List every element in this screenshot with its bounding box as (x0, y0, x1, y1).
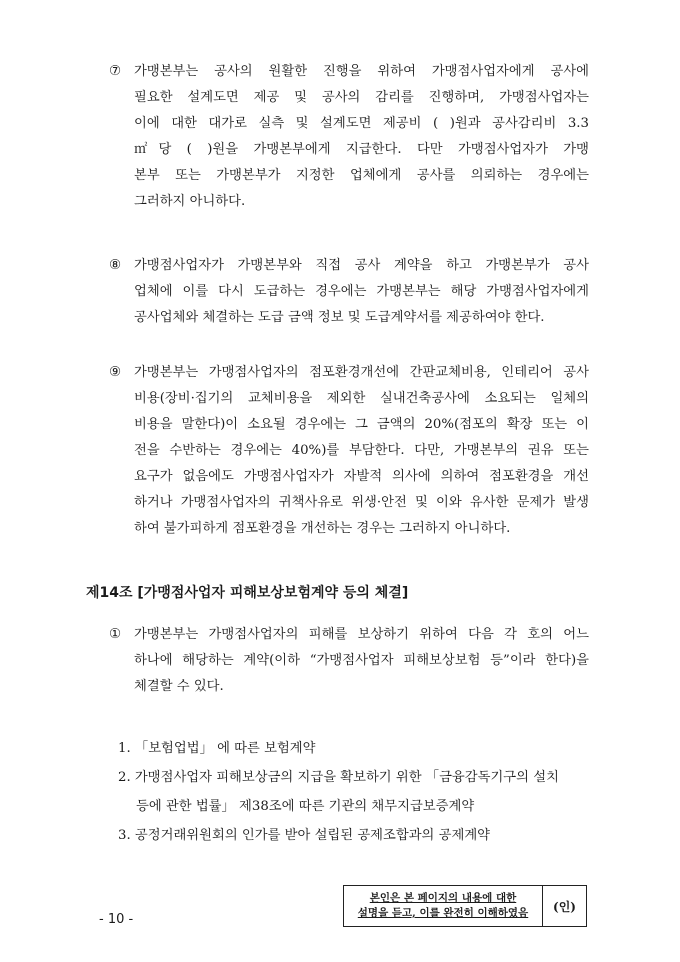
paragraph-number: ① (109, 627, 121, 642)
article-14-paragraph-1 (109, 622, 589, 700)
paragraph-line: 업체에 이를 다시 도급하는 경우에는 가맹본부는 해당 가맹점사업자에게 (134, 284, 589, 299)
paragraph-line: 하여 불가피하게 점포환경을 개선하는 경우는 그러하지 아니하다. (134, 521, 511, 536)
paragraph-line: 하거나 가맹점사업자의 귀책사유로 위생·안전 및 이와 유사한 문제가 발생 (134, 495, 589, 510)
numbered-list (118, 734, 590, 850)
paragraph-line: 이에 대한 대가로 실측 및 설계도면 제공비 ( )원과 공사감리비 3.3 (134, 116, 589, 131)
paragraph-line: 하나에 해당하는 계약(이하 “가맹점사업자 피해보상보험 등”이라 한다)을 (134, 653, 589, 668)
paragraph-line: ㎡당 ( )원을 가맹본부에게 지급한다. 다만 가맹점사업자가 가맹 (134, 142, 589, 157)
paragraph-line: 가맹점사업자가 가맹본부와 직접 공사 계약을 하고 가맹본부가 공사 (134, 258, 589, 273)
paragraph-line: 전을 수반하는 경우에는 40%)를 부담한다. 다만, 가맹본부의 권유 또는 (134, 443, 589, 458)
paragraph-line: 필요한 설계도면 제공 및 공사의 감리를 진행하며, 가맹점사업자는 (134, 90, 589, 105)
paragraph-9 (109, 360, 589, 542)
paragraph-8 (109, 253, 589, 331)
paragraph-line: 가맹본부는 가맹점사업자의 점포환경개선에 간판교체비용, 인테리어 공사 (134, 365, 589, 380)
page-number: - 10 - (99, 912, 134, 927)
list-item: 3. 공정거래위원회의 인가를 받아 설립된 공제조합과의 공제계약 (118, 828, 491, 843)
confirmation-text (344, 886, 543, 926)
list-item: 1. 「보험업법」 에 따른 보험계약 (118, 741, 316, 756)
paragraph-number: ⑧ (109, 258, 121, 273)
paragraph-line: 가맹본부는 공사의 원활한 진행을 위하여 가맹점사업자에게 공사에 (134, 64, 589, 79)
list-item: 2. 가맹점사업자 피해보상금의 지급을 확보하기 위한 「금융감독기구의 설치 (118, 770, 559, 785)
confirmation-line: 본인은 본 페이지의 내용에 대한 (369, 892, 517, 904)
article-heading: 제14조 [가맹점사업자 피해보상보험계약 등의 체결] (86, 585, 409, 601)
paragraph-line: 공사업체와 체결하는 도급 금액 정보 및 도급계약서를 제공하여야 한다. (134, 310, 545, 325)
seal-signature-field[interactable]: (인) (553, 899, 576, 914)
paragraph-line: 본부 또는 가맹본부가 지정한 업체에게 공사를 의뢰하는 경우에는 (134, 168, 589, 183)
paragraph-number: ⑨ (109, 365, 121, 380)
confirmation-line: 설명을 듣고, 이를 완전히 이해하였음 (357, 907, 529, 919)
paragraph-line: 요구가 없음에도 가맹점사업자가 자발적 의사에 의하여 점포환경을 개선 (134, 469, 589, 484)
confirmation-box (343, 885, 587, 927)
paragraph-line: 비용(장비·집기의 교체비용을 제외한 실내건축공사에 소요되는 일체의 (134, 391, 589, 406)
paragraph-line: 체결할 수 있다. (134, 679, 224, 694)
paragraph-7 (109, 59, 589, 215)
paragraph-number: ⑦ (109, 64, 121, 79)
paragraph-line: 그러하지 아니하다. (134, 194, 246, 209)
paragraph-line: 비용을 말한다)이 소요될 경우에는 그 금액의 20%(점포의 확장 또는 이 (134, 417, 589, 432)
paragraph-line: 가맹본부는 가맹점사업자의 피해를 보상하기 위하여 다음 각 호의 어느 (134, 627, 589, 642)
list-item-continuation: 등에 관한 법률」 제38조에 따른 기관의 채무지급보증계약 (136, 799, 475, 814)
